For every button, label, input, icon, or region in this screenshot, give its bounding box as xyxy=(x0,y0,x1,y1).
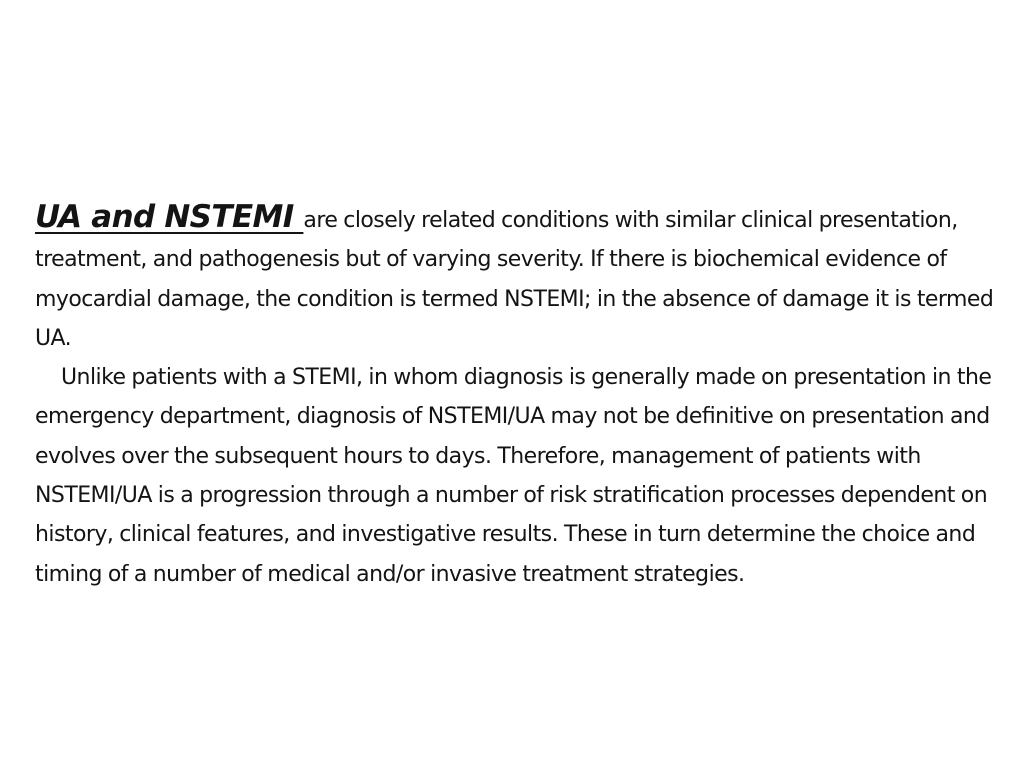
paragraph-2: Unlike patients with a STEMI, in whom diagnosis is generally made on presentation in the emergency department, diagnosis of NSTEMI/UA may not be deﬁnitive on presentation and evolves over the subsequent hours to days. Therefore, management of patients with NSTEMI/UA is a progression through a number of risk stratiﬁcation processes dependent on history, clinical features, and investigative results. These in turn determine the choice and timing of a number of medical and/or invasive treatment strategies. xyxy=(35,365,992,587)
paragraph-1 xyxy=(35,198,1000,358)
body-text xyxy=(35,198,1000,594)
paragraph-1-text: are closely related conditions with similar clinical presentation, treatment, and pathogenesis but of varying severity. If there is biochemical evidence of myocardial damage, the condition is termed NSTEMI; in the absence of damage it is termed UA. xyxy=(35,208,994,351)
heading-term: UA and NSTEMI xyxy=(35,199,304,235)
